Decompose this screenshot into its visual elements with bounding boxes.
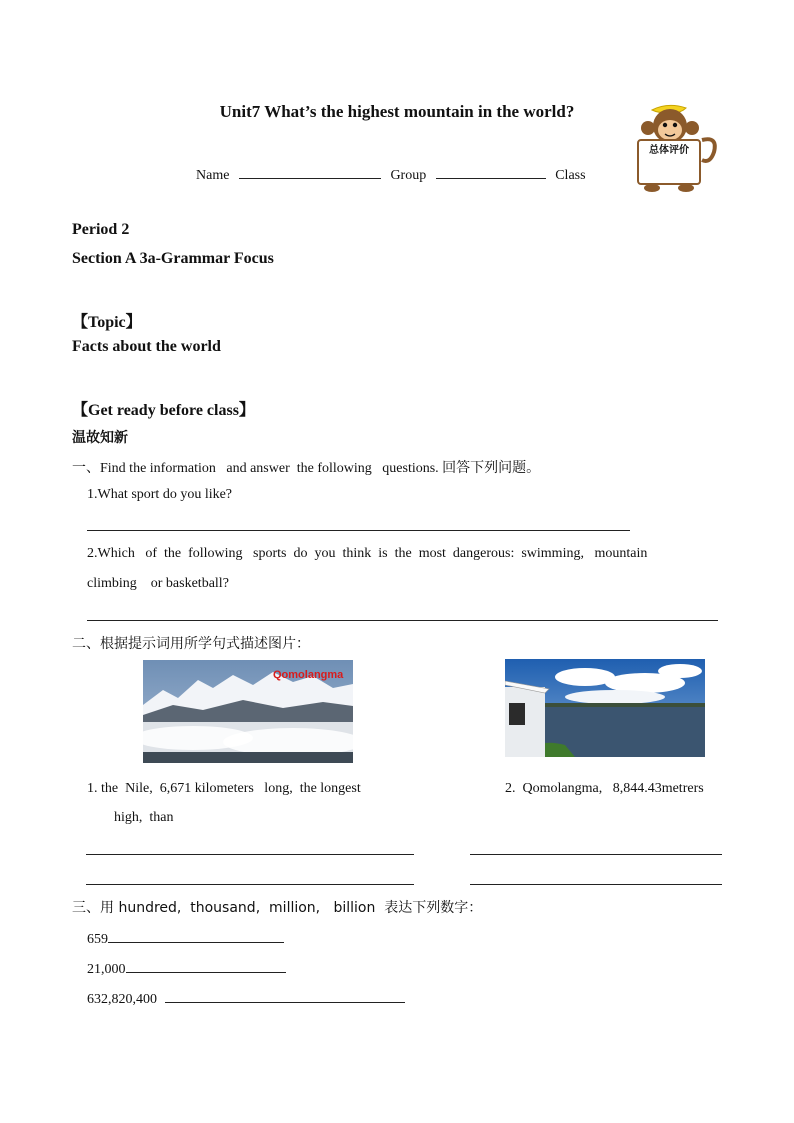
prompt-2: 2. Qomolangma, 8,844.43metrers: [505, 781, 704, 796]
answer-line-prompt1-b[interactable]: [86, 884, 414, 885]
evaluation-badge: [628, 100, 720, 194]
review-subheading: 温故知新: [72, 430, 128, 446]
group-label: Group: [390, 168, 427, 183]
name-blank[interactable]: [239, 164, 381, 179]
lake-photo: [505, 659, 705, 757]
number-answer-line[interactable]: [108, 928, 284, 943]
photo1-label: Qomolangma: [273, 669, 344, 681]
number-item-2: [87, 958, 286, 978]
number-item-1: [87, 928, 284, 948]
answer-line-q2[interactable]: [87, 620, 718, 621]
question-1: 1.What sport do you like?: [87, 487, 233, 502]
prompt-1-line2: high, than: [114, 810, 174, 825]
part2-instruction: 二、根据提示词用所学句式描述图片：: [72, 636, 310, 652]
section-label: Section A 3a-Grammar Focus: [72, 250, 274, 267]
number-value: 21,000: [87, 962, 126, 977]
part1-instruction: 一、Find the information and answer the following questions. 回答下列问题。: [72, 461, 541, 476]
answer-line-prompt2-a[interactable]: [470, 854, 722, 855]
part3-instruction: 三、用 hundred, thousand, million, billion 表达下列数字：: [72, 900, 483, 916]
number-value: 632,820,400: [87, 992, 157, 1007]
badge-text: 总体评价: [649, 145, 689, 156]
answer-line-q1[interactable]: [87, 530, 630, 531]
qomolangma-photo: [143, 660, 353, 763]
period-label: Period 2: [72, 221, 130, 238]
number-answer-line[interactable]: [165, 988, 405, 1003]
number-value: 659: [87, 932, 108, 947]
class-label: Class: [555, 168, 586, 183]
topic-heading: 【Topic】: [72, 314, 142, 331]
answer-line-prompt1-a[interactable]: [86, 854, 414, 855]
answer-line-prompt2-b[interactable]: [470, 884, 722, 885]
question-2-line1: 2.Which of the following sports do you think is the most dangerous: swimming, mountain: [87, 546, 648, 561]
number-answer-line[interactable]: [126, 958, 286, 973]
page-title: Unit7 What’s the highest mountain in the world?: [219, 102, 575, 121]
student-info-row: [196, 164, 586, 184]
name-label: Name: [196, 168, 230, 183]
number-item-3: [87, 988, 405, 1008]
prompt-1-line1: 1. the Nile, 6,671 kilometers long, the longest: [87, 781, 361, 796]
group-blank[interactable]: [436, 164, 546, 179]
get-ready-heading: 【Get ready before class】: [72, 402, 255, 419]
question-2-line2: climbing or basketball?: [87, 576, 229, 591]
topic-text: Facts about the world: [72, 338, 221, 355]
